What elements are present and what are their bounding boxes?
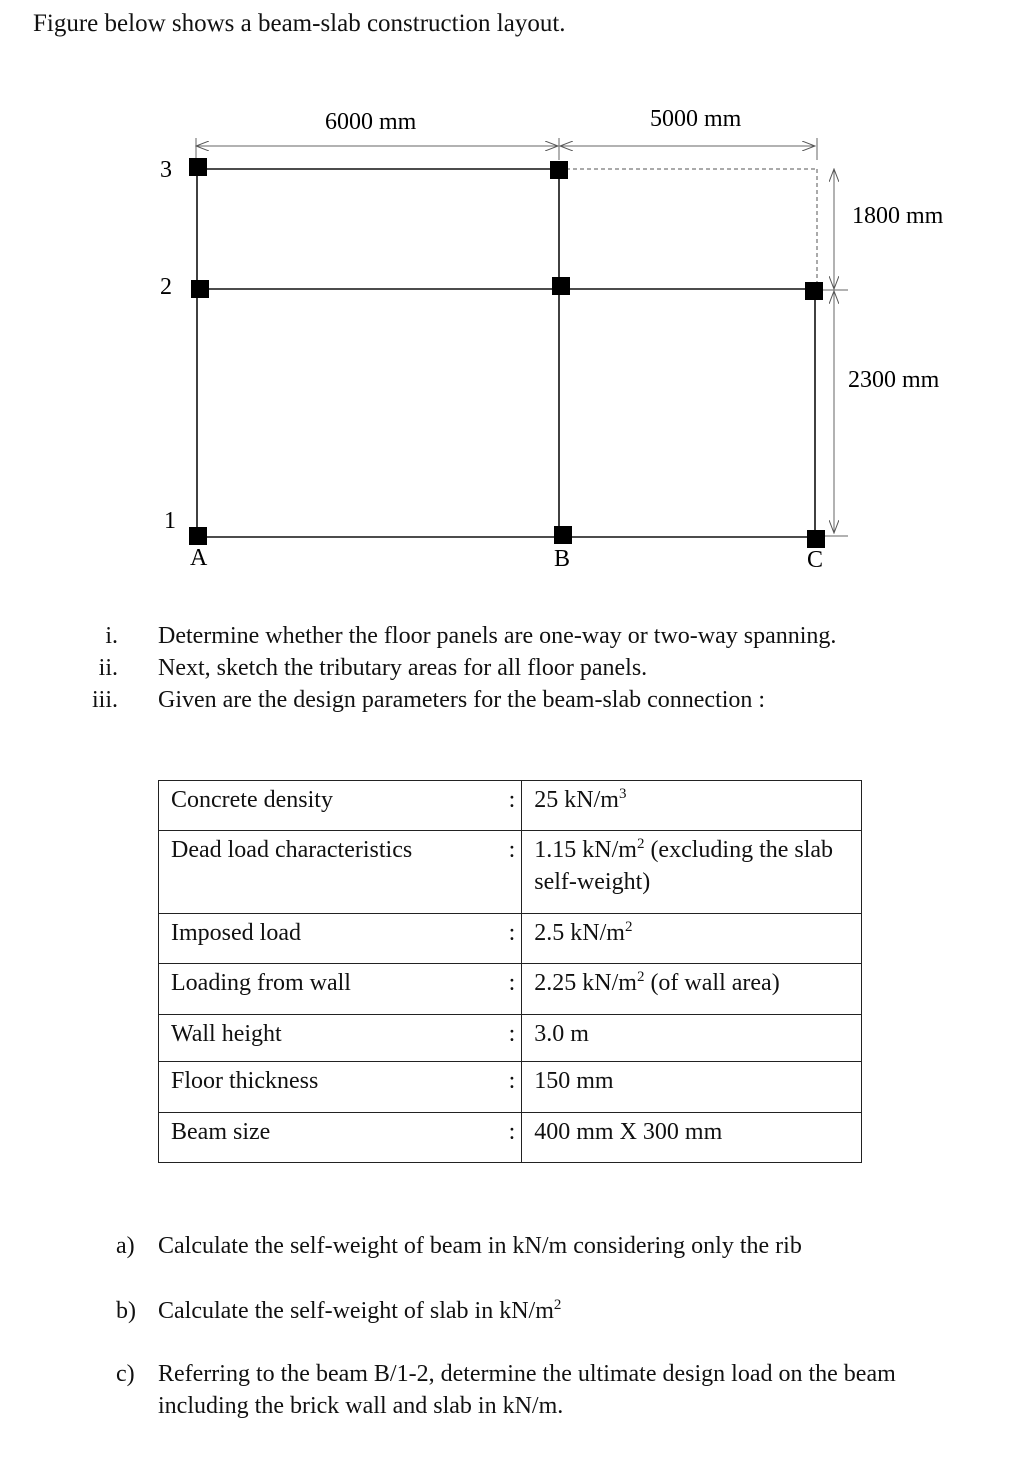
question-number: i. xyxy=(105,623,118,649)
param-colon: : xyxy=(509,914,522,964)
param-row xyxy=(159,964,862,1015)
param-row xyxy=(159,1113,862,1163)
param-colon: : xyxy=(509,1015,522,1062)
param-row xyxy=(159,781,862,831)
column-A1 xyxy=(189,527,207,545)
param-value: 2.5 $kN/m^2$ xyxy=(522,914,862,964)
param-colon: : xyxy=(509,831,522,914)
dim-label-1800: 1800 mm xyxy=(852,203,944,229)
param-colon: : xyxy=(509,1113,522,1163)
question-number: ii. xyxy=(98,655,118,681)
grid-col-C: C xyxy=(807,547,824,573)
grid-col-A: A xyxy=(190,545,208,571)
column-B1 xyxy=(554,526,572,544)
param-row xyxy=(159,831,862,914)
param-row xyxy=(159,1062,862,1113)
param-colon: : xyxy=(509,781,522,831)
design-parameters-table xyxy=(158,780,862,1163)
question-number: iii. xyxy=(91,687,118,713)
param-label: Concrete density xyxy=(159,781,509,831)
param-colon: : xyxy=(509,964,522,1015)
column-C2 xyxy=(805,282,823,300)
param-label: Floor thickness xyxy=(159,1062,509,1113)
grid-row-2: 2 xyxy=(160,274,172,300)
dim-label-5000: 5000 mm xyxy=(650,106,742,132)
param-colon: : xyxy=(509,1062,522,1113)
param-row xyxy=(159,1015,862,1062)
question-text: Determine whether the floor panels are one-way or two-way spanning. xyxy=(158,623,837,649)
param-value: 150 mm xyxy=(522,1062,862,1113)
column-C1 xyxy=(807,530,825,548)
column-B3 xyxy=(550,161,568,179)
grid-row-3: 3 xyxy=(160,157,172,183)
dim-label-2300: 2300 mm xyxy=(848,367,940,393)
question-text: Next, sketch the tributary areas for all floor panels. xyxy=(158,655,648,681)
intro-text: Figure below shows a beam-slab construction layout. xyxy=(33,10,566,37)
param-value: 25 $kN/m^3$ xyxy=(522,781,862,831)
column-B2 xyxy=(552,277,570,295)
param-value: 2.25 $kN/m^2$ (of wall area) xyxy=(522,964,862,1015)
param-label: Dead load characteristics xyxy=(159,831,509,914)
subquestion-text: Referring to the beam B/1-2, determine the ultimate design load on the beam including the brick wall and slab in kN/m. xyxy=(158,1361,896,1419)
subquestion-label: b) xyxy=(116,1298,136,1324)
question-text: Given are the design parameters for the beam-slab connection : xyxy=(158,687,766,713)
subquestion-text: Calculate the self-weight of slab in $kN/m^2$ xyxy=(158,1297,562,1324)
param-row xyxy=(159,914,862,964)
param-value: 1.15 $kN/m^2$ (excluding the slab self-weight) xyxy=(522,831,862,914)
beam-slab-layout-diagram xyxy=(0,0,1019,600)
param-label: Wall height xyxy=(159,1015,509,1062)
column-A3 xyxy=(189,158,207,176)
grid-row-1: 1 xyxy=(164,508,176,534)
param-value: 3.0 m xyxy=(522,1015,862,1062)
dim-label-6000: 6000 mm xyxy=(325,109,417,135)
subquestion-text: Calculate the self-weight of beam in kN/m considering only the rib xyxy=(158,1233,802,1259)
param-label: Imposed load xyxy=(159,914,509,964)
subquestion-label: c) xyxy=(116,1361,135,1387)
column-A2 xyxy=(191,280,209,298)
subquestion-label: a) xyxy=(116,1233,135,1259)
param-label: Beam size xyxy=(159,1113,509,1163)
grid-col-B: B xyxy=(554,546,571,572)
param-label: Loading from wall xyxy=(159,964,509,1015)
param-value: 400 mm X 300 mm xyxy=(522,1113,862,1163)
